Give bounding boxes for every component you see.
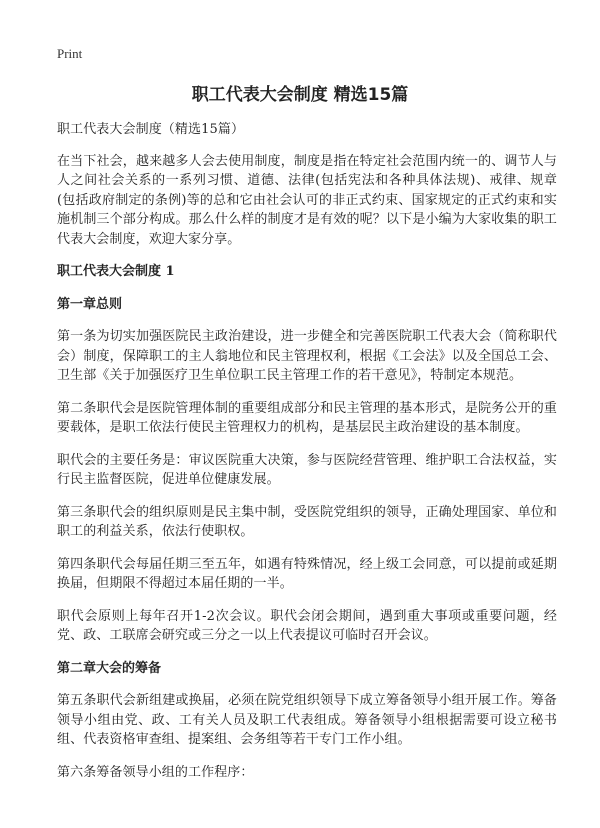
paragraph: 第六条筹备领导小组的工作程序： [57,764,254,780]
chapter-heading: 第一章总则 [57,296,123,312]
section-heading: 职工代表大会制度 1 [57,264,175,279]
print-label: Print [57,46,83,61]
document-body [57,120,557,795]
paragraph: 第四条职代会每届任期三至五年，如遇有特殊情况，经上级工会同意，可以提前或延期换届，但期限不得超过本届任期的一半。 [57,556,557,591]
paragraph: 职代会的主要任务是：审议医院重大决策，参与医院经营管理、维护职工合法权益，实行民主监督医院，促进单位健康发展。 [57,452,557,487]
paragraph: 职代会原则上每年召开1-2次会议。职代会闭会期间，遇到重大事项或重要问题，经党、政、工联席会研究或三分之一以上代表提议可临时召开会议。 [57,608,557,643]
document-title: 职工代表大会制度 精选15篇 [191,85,409,105]
chapter-heading: 第二章大会的筹备 [57,660,162,676]
document-subtitle: 职工代表大会制度（精选15篇） [57,122,245,137]
paragraph: 第一条为切实加强医院民主政治建设，进一步健全和完善医院职工代表大会（简称职代会）制度，保障职工的主人翁地位和民主管理权利，根据《工会法》以及全国总工会、卫生部《关于加强医疗卫生单位职工民主管理工作的若干意见》，特制定本规范。 [57,329,557,383]
paragraph: 第二条职代会是医院管理体制的重要组成部分和民主管理的基本形式，是院务公开的重要载体，是职工依法行使民主管理权力的机构，是基层民主政治建设的基本制度。 [57,400,557,435]
paragraph: 第五条职代会新组建或换届，必须在院党组织领导下成立筹备领导小组开展工作。筹备领导小组由党、政、工有关人员及职工代表组成。筹备领导小组根据需要可设立秘书组、代表资格审查组、提案组、会务组等若干专门工作小组。 [57,693,557,747]
intro-paragraph: 在当下社会，越来越多人会去使用制度，制度是指在特定社会范围内统一的、调节人与人之间社会关系的一系列习惯、道德、法律(包括宪法和各种具体法规)、戒律、规章(包括政府制定的条例)等的总和它由社会认可的非正式约束、国家规定的正式约束和实施机制三个部分构成。那么什么样的制度才是有效的呢？以下是小编为大家收集的职工代表大会制度，欢迎大家分享。 [57,153,557,247]
paragraph: 第三条职代会的组织原则是民主集中制，受医院党组织的领导，正确处理国家、单位和职工的利益关系，依法行使职权。 [57,504,557,539]
